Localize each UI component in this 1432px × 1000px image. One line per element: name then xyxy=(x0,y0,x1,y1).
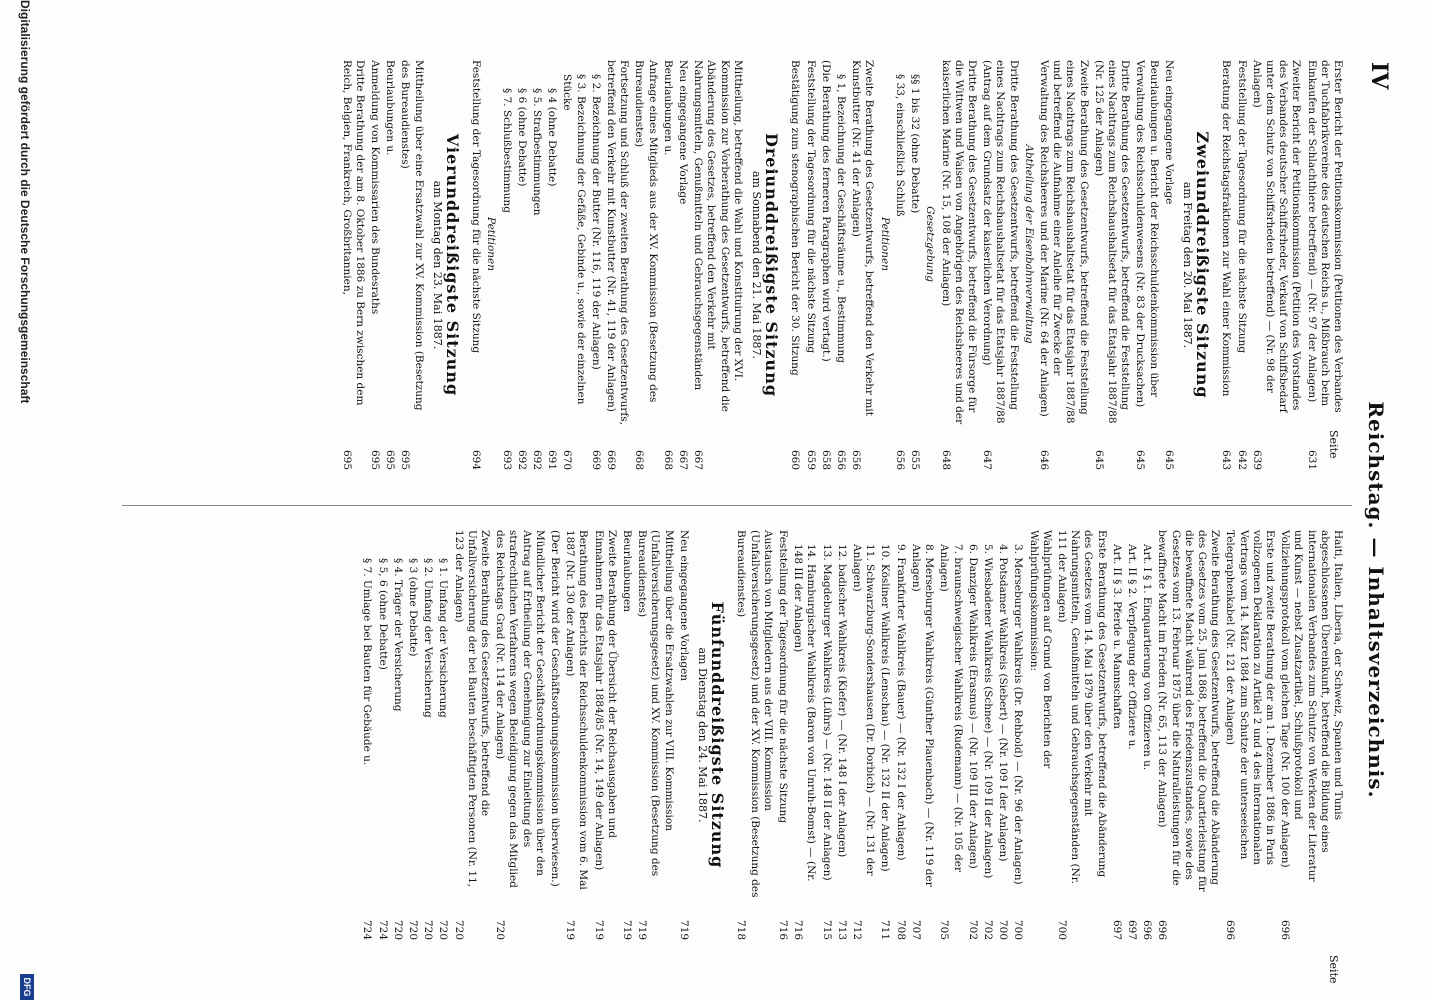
toc-entry-text: Neu eingegangene Vorlagen xyxy=(677,530,690,682)
toc-entry-text: Art. II § 2. Verpflegung der Offiziere u. xyxy=(1125,544,1138,750)
toc-page-number: 696 xyxy=(1279,919,1292,940)
toc-page-number: 639 xyxy=(1250,449,1263,470)
toc-entry xyxy=(1011,530,1024,940)
toc-entry xyxy=(1219,60,1232,470)
session-date: am Dienstag den 24. Mai 1887. xyxy=(696,647,710,823)
toc-entry-text: § 5, 6 (ohne Debatte) xyxy=(376,558,389,670)
toc-entry-text: Neu eingegangene Vorlage xyxy=(677,60,690,205)
toc-entry-text: Dritte Berathung des Gesetzentwurfs, betreffend die Feststellung eines Nachtrags zum Reichshaushaltsetat für das Etatsjahr 1887/88 (Antrag auf dem Grundsatz der kaiserlichen Verordnung) xyxy=(981,60,1020,424)
toc-entry xyxy=(996,530,1009,940)
toc-entry xyxy=(632,60,658,470)
toc-page-number: 716 xyxy=(792,919,805,940)
toc-page-number: 700 xyxy=(997,919,1010,940)
toc-entry-text: Art. II § 3. Pferde u. Mannschaften xyxy=(1110,544,1123,729)
toc-entry xyxy=(791,530,817,940)
toc-entry xyxy=(635,530,675,940)
toc-page-number: 692 xyxy=(531,449,544,470)
toc-page-number: 719 xyxy=(636,919,649,940)
toc-entry-text: 13. Magdeburger Wahlkreis (Lührs) — (Nr. 148 II der Anlagen) xyxy=(820,544,833,881)
toc-page-number: 660 xyxy=(789,449,802,470)
session-date: am Freitag den 20. Mai 1887. xyxy=(1180,181,1194,349)
toc-entry-text: Feststellung der Tagesordnung für die nächste Sitzung xyxy=(804,60,817,354)
toc-entry-text: § 5. Strafbestimmungen xyxy=(531,88,544,216)
session-title: Fünfunddreißigste Sitzung xyxy=(708,601,728,869)
toc-entry-text: Anfrage eines Mitglieds aus der XV. Kommission (Besetzung des Bureaudienstes) xyxy=(633,60,659,403)
toc-page-number: 668 xyxy=(661,449,674,470)
toc-page-number: 719 xyxy=(564,919,577,940)
toc-entry-text: § 1. Umfang der Versicherung xyxy=(437,558,450,718)
toc-entry xyxy=(661,60,674,470)
toc-page-number: 667 xyxy=(692,449,705,470)
session-title: Vierunddreißigste Sitzung xyxy=(443,133,463,397)
toc-page-number: 720 xyxy=(437,919,450,940)
toc-entry-text: Zweite Berathung des Gesetzentwurfs, betreffend die Unfallversicherung der bei Bauten beschäftigten Personen (Nr. 11, 123 der Anlagen) xyxy=(452,530,492,888)
toc-entry xyxy=(1037,60,1090,470)
section-label: Gesetzgebung xyxy=(924,206,937,282)
toc-page-number: 711 xyxy=(879,919,892,940)
toc-page-number: 724 xyxy=(361,919,374,940)
toc-page-number: 696 xyxy=(1156,919,1169,940)
toc-page-number: 695 xyxy=(369,449,381,470)
toc-entry-text: Zweiter Bericht der Petitionskommission (Petition des Vorstandes des Verbandes deutscher Schiffsrheder, Verkauf von Schiffsbedarf unter dem Schutz von Schiffsrheden betreffend) — (Nr. 98 der Anlagen) xyxy=(1250,60,1303,413)
toc-entry xyxy=(849,60,875,470)
toc-entry xyxy=(966,530,979,940)
toc-page-number: 648 xyxy=(939,449,952,470)
toc-entry-text: Erste und zweite Berathung der am 1. Dezember 1886 in Paris vollzogenen Deklaration zu Artikel 2 und 4 des internationalen Vertrags vom 14. März 1884 zum Schutze der unterseeischen Telegraphenkabel (Nr. 121 der Anlagen) xyxy=(1224,530,1276,866)
toc-entry-text: Beurlaubungen u. xyxy=(661,60,674,156)
toc-page-number: 719 xyxy=(677,919,690,940)
toc-page-number: 702 xyxy=(981,919,994,940)
toc-entry-text: § 33, einschließlich Schluß xyxy=(893,74,906,217)
toc-entry xyxy=(1110,530,1123,940)
toc-entry xyxy=(1092,60,1132,470)
toc-entry-text: Dritte Berathung des Gesetzentwurfs, betreffend die Fürsorge für die Wittwen und Waisen von Angehörigen des Reichsheeres und der kaiserlichen Marine (Nr. 15, 108 der Anlagen) xyxy=(939,60,978,425)
toc-entry-text: § 7. Umlage bei Bauten für Gebäude u. xyxy=(361,558,374,766)
toc-page-number: 646 xyxy=(1037,449,1050,470)
toc-entry-text: Feststellung der Tagesordnung für die nächste Sitzung xyxy=(470,60,483,354)
toc-page-number: 695 xyxy=(340,449,353,470)
toc-entry-text: 5. Wiesbadener Wahlkreis (Schnee) — (Nr. 109 II der Anlagen) xyxy=(981,544,994,879)
toc-entry xyxy=(1026,530,1052,940)
toc-entry xyxy=(1155,530,1221,940)
toc-entry xyxy=(1304,60,1344,470)
toc-entry xyxy=(339,60,365,470)
toc-page-number: 668 xyxy=(633,449,646,470)
toc-entry xyxy=(691,60,744,470)
toc-entry-text: Neu eingegangene Vorlage xyxy=(1162,60,1175,205)
toc-page-number: 720 xyxy=(452,919,465,940)
toc-entry xyxy=(776,530,789,940)
toc-page-number: 696 xyxy=(1141,919,1154,940)
toc-entry xyxy=(469,60,482,470)
toc-entry xyxy=(499,60,512,470)
toc-entry-text: 7. braunschweigischer Wahlkreis (Rudemann) — (Nr. 105 der Anlagen) xyxy=(938,544,964,872)
toc-entry xyxy=(360,530,373,940)
toc-entry xyxy=(1133,60,1159,470)
toc-entry xyxy=(835,530,848,940)
toc-entry-text: 12. badischer Wahlkreis (Kiefer) — (Nr. 148 I der Anlagen) xyxy=(835,544,848,858)
toc-entry xyxy=(1055,530,1108,940)
toc-page-number: 716 xyxy=(777,919,790,940)
toc-entry xyxy=(591,530,617,940)
toc-entry-text: 10. Kösliner Wahlkreis (Lenschau) — (Nr. 132 II der Anlagen) xyxy=(879,544,892,872)
toc-page-number: 643 xyxy=(1220,449,1233,470)
toc-page-number: 724 xyxy=(376,919,389,940)
toc-entry-text: §§ 1 bis 32 (ohne Debatte) xyxy=(909,74,922,214)
toc-entry-text: Feststellung der Tagesordnung für die nächste Sitzung xyxy=(777,530,790,824)
toc-page-number: 707 xyxy=(909,919,922,940)
left-column xyxy=(337,60,1344,470)
toc-entry-text: Mittheilung über eine Ersatzwahl zur XV. Kommission (Besetzung des Bureaudienstes) xyxy=(399,60,425,411)
toc-entry-text: Berathung des Berichts der Reichsschuldenkommission vom 6. Mai 1887 (Nr. 130 der Anlagen) xyxy=(564,530,590,890)
page-number-roman: IV xyxy=(1366,62,1392,90)
toc-entry xyxy=(893,60,906,470)
toc-entry xyxy=(850,530,876,940)
toc-page-number: 645 xyxy=(1162,449,1175,470)
toc-entry xyxy=(908,60,921,470)
toc-entry xyxy=(620,530,633,940)
toc-entry-text: Austausch von Mitgliedern aus der VIII. Kommission (Unfallversicherungsgesetz) und der XV. Kommission (Besetzung des Bureaudienstes) xyxy=(735,530,774,898)
toc-page-number: 718 xyxy=(735,919,748,940)
toc-entry xyxy=(436,530,449,940)
toc-page-number: 713 xyxy=(835,919,848,940)
toc-entry xyxy=(1278,530,1344,940)
toc-page-number: 695 xyxy=(399,449,412,470)
toc-entry-text: Wahlprüfungen auf Grund von Berichten der Wahlprüfungskommission: xyxy=(1027,530,1053,769)
toc-entry xyxy=(819,530,832,940)
toc-entry xyxy=(391,530,404,940)
toc-entry xyxy=(937,530,963,940)
toc-page-number: 720 xyxy=(494,919,507,940)
toc-entry-text: Art. I § 1. Einquartierung von Offizieren u. xyxy=(1141,544,1154,771)
session-title: Dreiunddreißigste Sitzung xyxy=(762,132,782,398)
toc-entry-text: § 3. Bezeichnung der Gefäße, Gebinde u., sowie der einzelnen Stücke xyxy=(561,74,587,405)
toc-entry xyxy=(677,530,690,940)
toc-entry-text: (Die Berathung des ferneren Paragraphen wird vertagt.) xyxy=(819,60,832,362)
toc-page-number: 715 xyxy=(820,919,833,940)
toc-page-number: 694 xyxy=(470,449,483,470)
toc-entry xyxy=(909,530,935,940)
session-date: am Montag den 23. Mai 1887. xyxy=(430,180,444,350)
toc-entry xyxy=(368,60,381,470)
toc-entry-text: Bestätigung zum stenographischen Bericht der 30. Sitzung xyxy=(789,60,802,376)
toc-page-number: 645 xyxy=(1092,449,1105,470)
toc-entry-text: Mündlicher Bericht der Geschäftsordnungskommission über den Antrag auf Ertheilung der Genehmigung zur Einleitung des strafrechtlichen Verfahrens wegen Beleidigung gegen das Mitglied des Reichstags Grad (Nr. 114 der Anlagen) xyxy=(494,530,546,888)
toc-entry-text: 4. Potsdamer Wahlkreis (Siebert) — (Nr. 109 I der Anlagen) xyxy=(997,544,1010,862)
toc-entry-text: § 6 (ohne Debatte) xyxy=(515,88,528,187)
toc-entry xyxy=(1162,60,1175,470)
section-label: Petitionen xyxy=(878,216,891,272)
toc-page-number: 669 xyxy=(589,449,602,470)
toc-entry xyxy=(938,60,978,470)
toc-page-number: 708 xyxy=(894,919,907,940)
toc-entry-text: 6. Danziger Wahlkreis (Erasmus) — (Nr. 109 III der Anlagen) xyxy=(966,544,979,869)
toc-page-number: 695 xyxy=(384,449,397,470)
toc-entry-text: § 7. Schlußbestimmung xyxy=(500,88,513,213)
toc-entry-text: Dritte Berathung der am 8. Oktober 1886 zu Bern zwischen dem Reich, Belgien, Frankreich, Großbritannien, xyxy=(340,60,366,406)
toc-entry xyxy=(515,60,528,470)
toc-entry xyxy=(375,530,388,940)
toc-entry xyxy=(1234,60,1247,470)
seite-label-left: Seite xyxy=(1327,430,1340,459)
section-label: Abtheilung der Eisenbahnverwaltung xyxy=(1022,144,1035,344)
seite-label-right: Seite xyxy=(1327,955,1340,984)
toc-entry-text: § 1, Bezeichnung der Geschäftsräume u., Bestimmung xyxy=(835,74,848,364)
toc-entry xyxy=(545,60,558,470)
toc-entry-text: Beurlaubungen u. Bericht der Reichsschuldenkommission über Verwaltung des Reichsschuldenwesens (Nr. 83 der Drucksachen) xyxy=(1134,60,1160,408)
toc-entry xyxy=(548,530,561,940)
toc-page-number: 702 xyxy=(966,919,979,940)
toc-entry xyxy=(834,60,847,470)
toc-page-number: 691 xyxy=(546,449,559,470)
toc-page-number: 720 xyxy=(391,919,404,940)
toc-page-number: 712 xyxy=(851,919,864,940)
toc-entry-text: 11. Schwarzburg-Sondershausen (Dr. Dorbich) — (Nr. 131 der Anlagen) xyxy=(851,544,877,876)
dfg-logo: DFG xyxy=(20,974,34,1000)
toc-entry xyxy=(894,530,907,940)
toc-page-number: 670 xyxy=(561,449,574,470)
session-date: am Sonnabend den 21. Mai 1887. xyxy=(750,171,764,359)
toc-entry xyxy=(981,530,994,940)
toc-entry-text: Beurlaubungen xyxy=(621,530,634,613)
toc-entry-text: Anmeldung von Kommissarien des Bundesraths xyxy=(369,60,381,315)
toc-entry-text: Beratung der Reichstagsfraktionen zur Wahl einer Kommission xyxy=(1220,60,1233,397)
toc-entry xyxy=(878,530,891,940)
toc-page-number: 700 xyxy=(1055,919,1068,940)
digitization-notice: Digitalisierung gefördert durch die Deutsche Forschungsgemeinschaft xyxy=(18,0,32,404)
toc-entry xyxy=(734,530,774,940)
toc-entry-text: Dritte Berathung des Gesetzentwurfs, betreffend die Feststellung eines Nachtrags zum Reichshaushaltsetat für das Etatsjahr 1887/88 (Nr. 125 der Anlagen) xyxy=(1092,60,1132,424)
toc-page-number: 656 xyxy=(835,449,848,470)
toc-page-number: 693 xyxy=(500,449,513,470)
toc-page-number: 667 xyxy=(677,449,690,470)
toc-page-number: 696 xyxy=(1224,919,1237,940)
toc-entry-text: Zweite Berathung des Gesetzentwurfs, betreffend die Feststellung eines Nachtrags zum Reichshaushaltsetat für das Etatsjahr 1887/88 und betreffend die Aufnahme einer Anleihe für Zwecke der Verwaltung des Reichsheeres und der Marine (Nr. 64 der Anlagen) xyxy=(1037,60,1090,424)
toc-entry xyxy=(676,60,689,470)
toc-entry xyxy=(1140,530,1153,940)
toc-entry xyxy=(604,60,630,470)
column-divider xyxy=(122,505,1352,506)
toc-entry-text: § 4. Träger der Versicherung xyxy=(391,558,404,712)
running-head: Reichstag. — Inhaltsverzeichnis. xyxy=(1364,401,1388,799)
toc-page-number: 655 xyxy=(909,449,922,470)
right-column xyxy=(358,530,1344,940)
toc-page-number: 692 xyxy=(515,449,528,470)
section-label: Petitionen xyxy=(485,216,498,272)
toc-page-number: 645 xyxy=(1134,449,1147,470)
toc-page-number: 647 xyxy=(981,449,994,470)
toc-entry xyxy=(398,60,424,470)
toc-entry xyxy=(589,60,602,470)
session-title: Zweiunddreißigste Sitzung xyxy=(1193,131,1213,399)
toc-page-number: 642 xyxy=(1235,449,1248,470)
page-header xyxy=(1327,0,1392,1000)
toc-entry-text: 8. Merseburger Wahlkreis (Günther Plauenbach) — (Nr. 119 der Anlagen) xyxy=(909,544,936,887)
toc-page-number: 659 xyxy=(804,449,817,470)
toc-entry xyxy=(383,60,396,470)
toc-entry-text: 9. Frankfurter Wahlkreis (Bauer) — (Nr. 132 I der Anlagen) xyxy=(894,544,907,861)
toc-entry xyxy=(560,60,586,470)
toc-entry-text: Erste Berathung des Gesetzentwurfs, betreffend die Abänderung des Gesetzes vom 14. Mai 1879 über den Verkehr mit Nahrungsmitteln, Genußmitteln und Gebrauchsgegenständen (Nr. 111 der Anlagen) xyxy=(1055,530,1108,884)
toc-entry-text: § 2. Umfang der Versicherung xyxy=(422,558,435,718)
toc-entry-text: Beurlaubungen u. xyxy=(384,60,397,156)
toc-entry-text: § 2. Bezeichnung der Butter (Nr. 116, 119 der Anlagen) xyxy=(589,74,602,370)
toc-entry xyxy=(803,60,816,470)
toc-entry-text: 14. Hamburgischer Wahlkreis (Baron von Unruh-Bomst) — (Nr. 148 III der Anlagen) xyxy=(792,544,818,882)
toc-entry xyxy=(1223,530,1276,940)
page-footer xyxy=(2,0,42,1000)
toc-entry-text: 3. Merseburger Wahlkreis (Dr. Rehbold) — (Nr. 96 der Anlagen) xyxy=(1012,544,1025,885)
toc-entry-text: Fortsetzung und Schluß der zweiten Berathung des Gesetzentwurfs, betreffend den Verkehr mit Kunstbutter (Nr. 41, 119 der Anlagen) xyxy=(605,60,631,425)
toc-page-number: 705 xyxy=(938,919,951,940)
toc-entry xyxy=(980,60,1020,470)
toc-entry xyxy=(406,530,419,940)
toc-entry-text: Haiti, Italien, Liberia, der Schweiz, Spanien und Tunis abgeschlossenen Übereinkunft, betreffend die Bildung eines internationalen Verbandes zum Schutze von Werken der Literatur und Kunst — nebst Zusatzartikel, Schlußprotokoll und Vollziehungsprotokoll vom gleichen Tage (Nr. 100 der Anlagen) xyxy=(1279,530,1344,882)
toc-entry-text: Feststellung der Tagesordnung für die nächste Sitzung xyxy=(1235,60,1248,354)
toc-page-number: 720 xyxy=(407,919,419,940)
toc-entry-text: § 3 (ohne Debatte) xyxy=(407,558,419,657)
toc-page-number: 669 xyxy=(605,449,618,470)
toc-entry-text: Mittheilung, betreffend die Wahl und Konstituirung der XVI. Kommission zur Vorberathung des Gesetzentwurfs, betreffend die Abänderung des Gesetzes, betreffend den Verkehr mit Nahrungsmitteln, Genußmitteln und Gebrauchsgegenständen xyxy=(692,60,744,412)
toc-page-number: 700 xyxy=(1012,919,1025,940)
toc-page-number: 720 xyxy=(422,919,435,940)
toc-page-number: 656 xyxy=(850,449,863,470)
toc-entry xyxy=(421,530,434,940)
toc-entry xyxy=(1125,530,1138,940)
toc-entry xyxy=(493,530,546,940)
toc-entry-text: Mittheilung über die Ersatzwahlen zur VIII. Kommission (Unfallversicherungsgesetz) und XV. Kommission (Besetzung des Bureaudienstes) xyxy=(636,530,675,877)
toc-page-number: 697 xyxy=(1125,919,1138,940)
toc-entry xyxy=(530,60,543,470)
toc-entry-text: (Der Bericht wird der Geschäftsordnungskommission überwiesen.) xyxy=(549,530,562,887)
toc-page-number: 658 xyxy=(819,449,832,470)
toc-page-number: 697 xyxy=(1110,919,1123,940)
toc-entry-text: Zweite Berathung des Gesetzentwurfs, betreffend den Verkehr mit Kunstbutter (Nr. 41 der Anlagen) xyxy=(850,60,876,416)
toc-page-number: 631 xyxy=(1305,449,1318,470)
toc-entry-text: Erster Bericht der Petitionskommission (Petitionen des Verbandes der Tuchfabrikvereine des deutschen Reichs u., Mißbrauch beim Einkaufen der Schlachthiere betreffend) — (Nr. 97 der Anlagen) xyxy=(1305,60,1344,413)
toc-entry xyxy=(451,530,491,940)
toc-entry xyxy=(563,530,589,940)
toc-page-number: 719 xyxy=(592,919,605,940)
toc-entry-text: Zweite Berathung des Gesetzentwurfs, betreffend die Abänderung des Gesetzes vom 25. Juni 1868, betreffend die Quartierleistung für die bewaffnete Macht während des Friedenszustandes, sowie des Gesetzes vom 13. Februar 1875 über die Naturalleistungen für die bewaffnete Macht im Frieden (Nr. 65, 113 der Anlagen) xyxy=(1156,530,1222,892)
toc-entry-text: § 4 (ohne Debatte) xyxy=(546,88,559,187)
toc-entry xyxy=(788,60,801,470)
toc-entry xyxy=(819,60,832,470)
toc-entry xyxy=(1250,60,1303,470)
toc-entry-text: Zweite Berathung der Übersicht der Reichsausgaben und Einnahmen für das Etatsjahr 1884/85 (Nr. 14, 149 der Anlagen) xyxy=(592,530,618,871)
toc-page-number: 719 xyxy=(621,919,634,940)
toc-page-number: 656 xyxy=(893,449,906,470)
